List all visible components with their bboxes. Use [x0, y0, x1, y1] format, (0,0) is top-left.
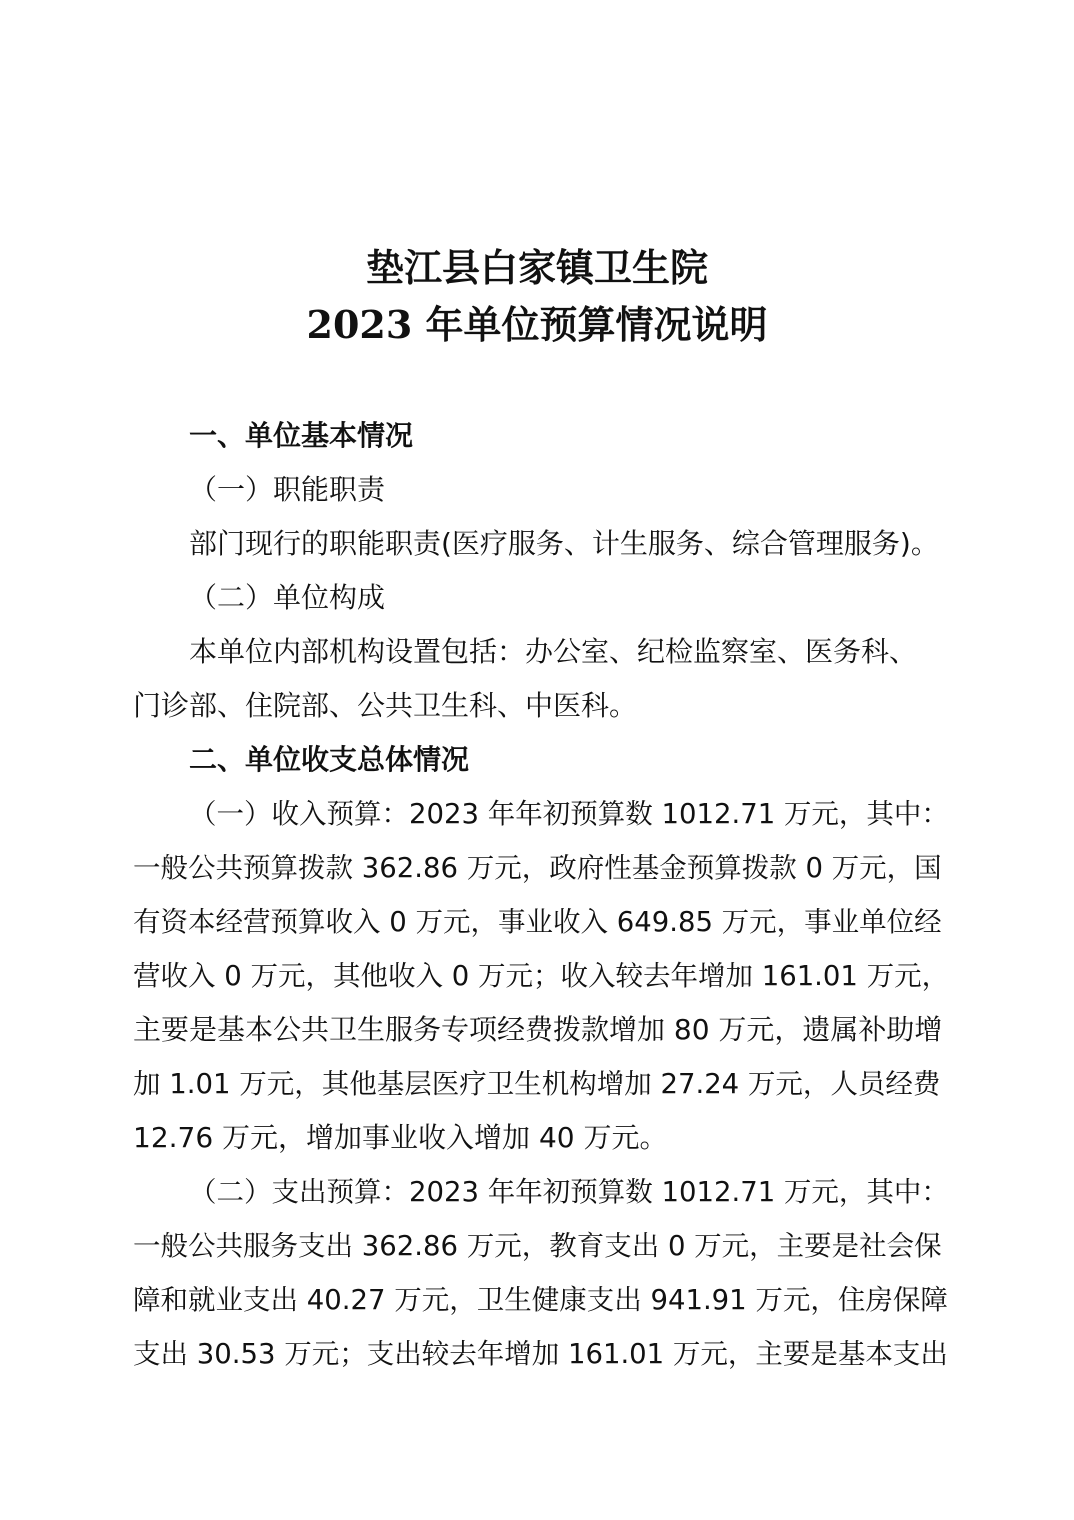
- paragraph-line: 有资本经营预算收入 0 万元，事业收入 649.85 万元，事业单位经: [133, 906, 942, 938]
- paragraph-line: 一般公共服务支出 362.86 万元，教育支出 0 万元，主要是社会保: [133, 1230, 942, 1262]
- section-heading-income-expense: 二、单位收支总体情况: [189, 743, 470, 776]
- subsection-heading-structure: （二）单位构成: [189, 581, 386, 614]
- paragraph-line: 12.76 万元，增加事业收入增加 40 万元。: [133, 1121, 668, 1154]
- section-heading-basic-info: 一、单位基本情况: [189, 419, 414, 452]
- paragraph-line: （一）收入预算：2023 年年初预算数 1012.71 万元，其中：: [189, 798, 949, 830]
- subsection-heading-functions: （一）职能职责: [189, 473, 386, 506]
- paragraph-line: 门诊部、住院部、公共卫生科、中医科。: [133, 689, 638, 722]
- paragraph-line: 部门现行的职能职责(医疗服务、计生服务、综合管理服务)。: [189, 527, 939, 560]
- document-title-line-2: 2023 年单位预算情况说明: [306, 302, 768, 347]
- paragraph-line: 营收入 0 万元，其他收入 0 万元；收入较去年增加 161.01 万元，: [133, 960, 950, 992]
- paragraph-line: 主要是基本公共卫生服务专项经费拨款增加 80 万元，遗属补助增: [133, 1013, 943, 1046]
- paragraph-line: 障和就业支出 40.27 万元，卫生健康支出 941.91 万元，住房保障: [133, 1284, 948, 1316]
- paragraph-line: 加 1.01 万元，其他基层医疗卫生机构增加 27.24 万元，人员经费: [133, 1068, 941, 1100]
- paragraph-line: 一般公共预算拨款 362.86 万元，政府性基金预算拨款 0 万元，国: [133, 852, 942, 884]
- paragraph-line: 支出 30.53 万元；支出较去年增加 161.01 万元，主要是基本支出: [133, 1338, 948, 1370]
- document-title-line-1: 垫江县白家镇卫生院: [365, 245, 708, 290]
- paragraph-line: （二）支出预算：2023 年年初预算数 1012.71 万元，其中：: [189, 1176, 949, 1208]
- paragraph-line: 本单位内部机构设置包括：办公室、纪检监察室、医务科、: [189, 635, 918, 668]
